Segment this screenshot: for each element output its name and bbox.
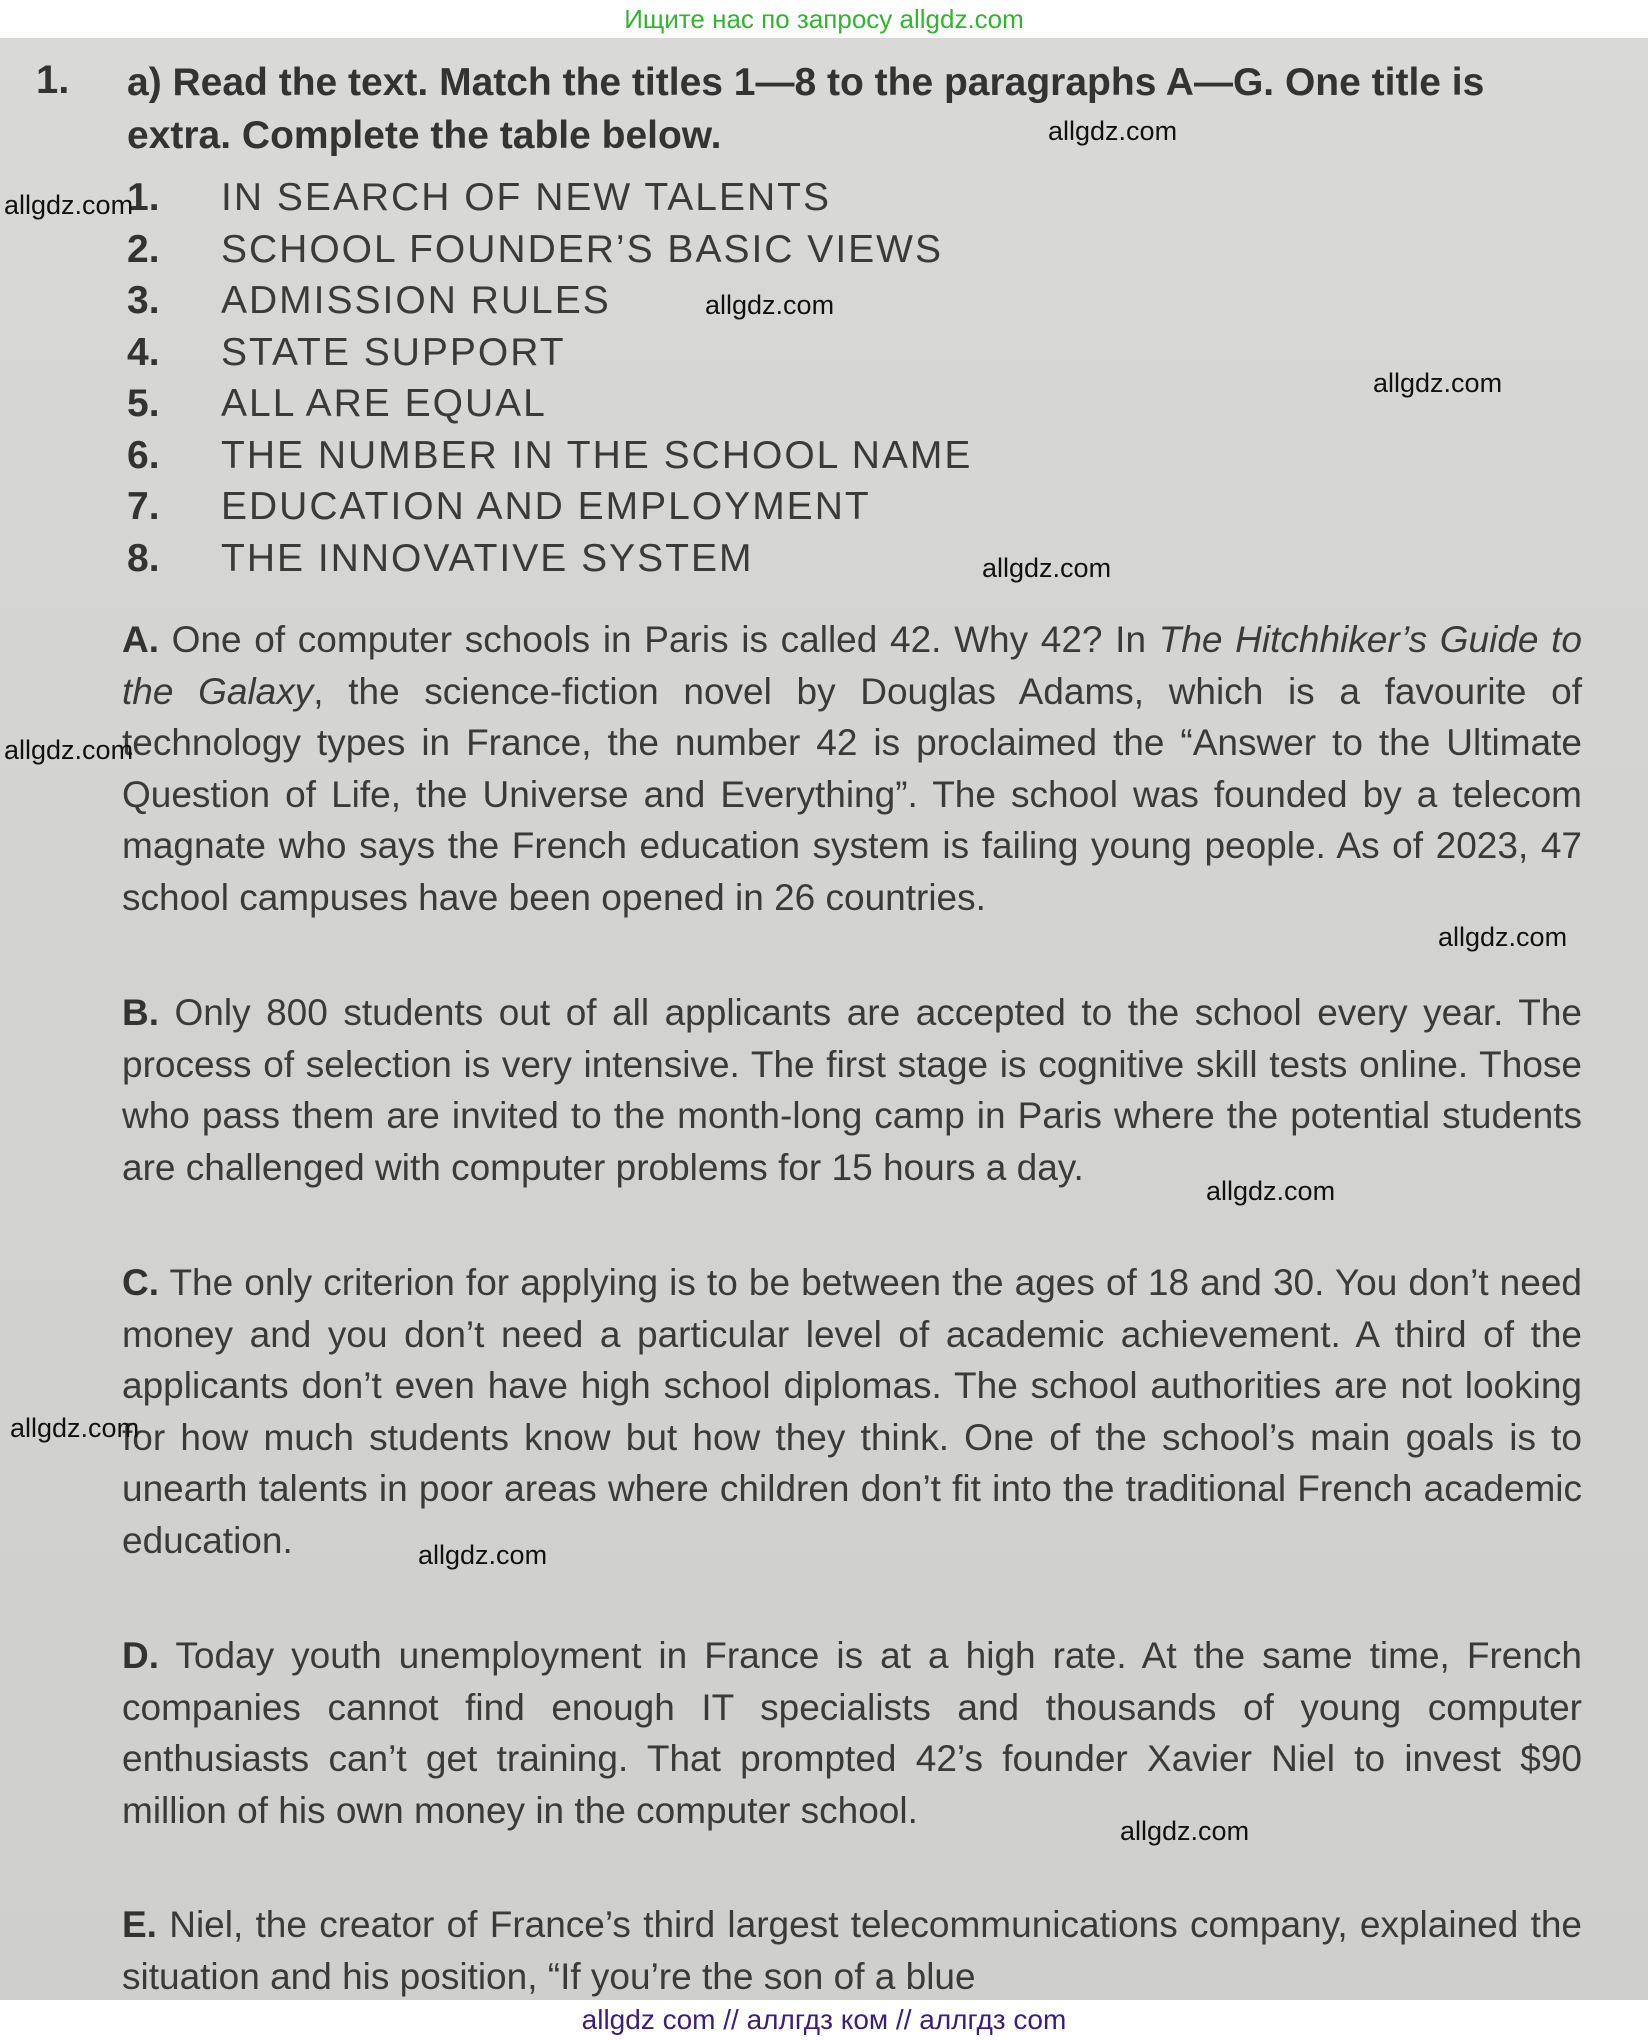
paragraph-text: Niel, the creator of France’s third largest telecommunications company, explained the situation and his position, “If you’re the son of a blue <box>122 1904 1582 1997</box>
title-text: IN SEARCH OF NEW TALENTS <box>221 176 831 219</box>
title-item <box>127 172 972 224</box>
book-title: The Hitchhiker’s Guide to the Galaxy <box>122 619 1582 712</box>
paragraph-letter: A. <box>122 619 159 660</box>
watermark: allgdz.com <box>10 1413 140 1443</box>
paragraph-letter: C. <box>122 1262 159 1303</box>
watermark: allgdz.com <box>1120 1816 1250 1846</box>
watermark: allgdz.com <box>1048 116 1178 146</box>
top-banner: Ищите нас по запросу allgdz.com <box>0 0 1648 38</box>
title-number: 7. <box>127 485 160 528</box>
title-text: SCHOOL FOUNDER’S BASIC VIEWS <box>221 227 943 271</box>
watermark: allgdz.com <box>1373 368 1503 398</box>
title-item <box>127 275 972 327</box>
title-item <box>127 378 972 430</box>
task-instruction: a) Read the text. Match the titles 1—8 to the paragraphs A—G. One title is extra. Complete the table below. <box>127 61 1485 157</box>
watermark: allgdz.com <box>418 1540 548 1570</box>
title-number: 8. <box>127 536 160 580</box>
title-number: 1. <box>127 176 160 219</box>
title-number: 5. <box>127 382 160 425</box>
title-item <box>127 327 972 379</box>
paragraph-text: , the science-fiction novel by Douglas Adams, which is a favourite of technology types in France, the number 42 is proclaimed the “Answer to the Ultimate Question of Life, the Universe and Everything”. The school was founded by a telecom magnate who says the French education system is failing young people. As of 2023, 47 school campuses have been opened in 26 countries. <box>122 670 1583 918</box>
title-text: EDUCATION AND EMPLOYMENT <box>221 485 871 528</box>
paragraph-a <box>122 614 1582 923</box>
title-text: STATE SUPPORT <box>221 330 566 374</box>
textbook-page <box>0 38 1648 2000</box>
title-text: THE INNOVATIVE SYSTEM <box>221 536 754 580</box>
title-number: 2. <box>127 227 160 271</box>
title-number: 4. <box>127 330 160 374</box>
title-text: ALL ARE EQUAL <box>221 382 547 425</box>
watermark: allgdz.com <box>1438 922 1568 952</box>
paragraph-letter: E. <box>122 1904 157 1945</box>
bottom-banner: allgdz com // аллгдз ком // аллгдз com <box>0 2000 1648 2040</box>
paragraph-letter: B. <box>122 992 159 1033</box>
paragraph-letter: D. <box>122 1635 159 1676</box>
paragraph-d <box>122 1630 1582 1836</box>
title-number: 3. <box>127 279 160 322</box>
task-number: 1. <box>36 58 70 102</box>
paragraph-text: One of computer schools in Paris is called 42. Why 42? In <box>171 619 1159 660</box>
paragraph-c <box>122 1257 1582 1566</box>
watermark: allgdz.com <box>982 553 1112 583</box>
watermark: allgdz.com <box>4 735 134 765</box>
paragraph-e <box>122 1899 1582 2000</box>
watermark: allgdz.com <box>705 290 835 320</box>
paragraph-text: Only 800 students out of all applicants are accepted to the school every year. The process of selection is very intensive. The first stage is cognitive skill tests online. Those who pass them are invited to the month-long camp in Paris where the potential students are challenged with computer problems for 15 hours a day. <box>122 992 1582 1188</box>
title-item <box>127 224 972 276</box>
titles-list <box>127 172 972 584</box>
watermark: allgdz.com <box>1206 1176 1336 1206</box>
title-text: ADMISSION RULES <box>221 279 611 322</box>
title-item <box>127 430 972 482</box>
title-item <box>127 481 972 533</box>
title-number: 6. <box>127 433 160 477</box>
paragraph-text: The only criterion for applying is to be between the ages of 18 and 30. You don’t need money and you don’t need a particular level of academic achievement. A third of the applicants don’t even have high school diplomas. The school authorities are not looking for how much students know but how they think. One of the school’s main goals is to unearth talents in poor areas where children don’t fit into the traditional French academic education. <box>122 1262 1582 1561</box>
paragraph-text: Today youth unemployment in France is at a high rate. At the same time, French companies cannot find enough IT specialists and thousands of young computer enthusiasts can’t get training. That prompted 42’s founder Xavier Niel to invest $90 million of his own money in the computer school. <box>122 1635 1582 1831</box>
paragraph-b <box>122 987 1582 1193</box>
title-item <box>127 533 972 585</box>
watermark: allgdz.com <box>4 190 134 220</box>
title-text: THE NUMBER IN THE SCHOOL NAME <box>221 433 973 477</box>
